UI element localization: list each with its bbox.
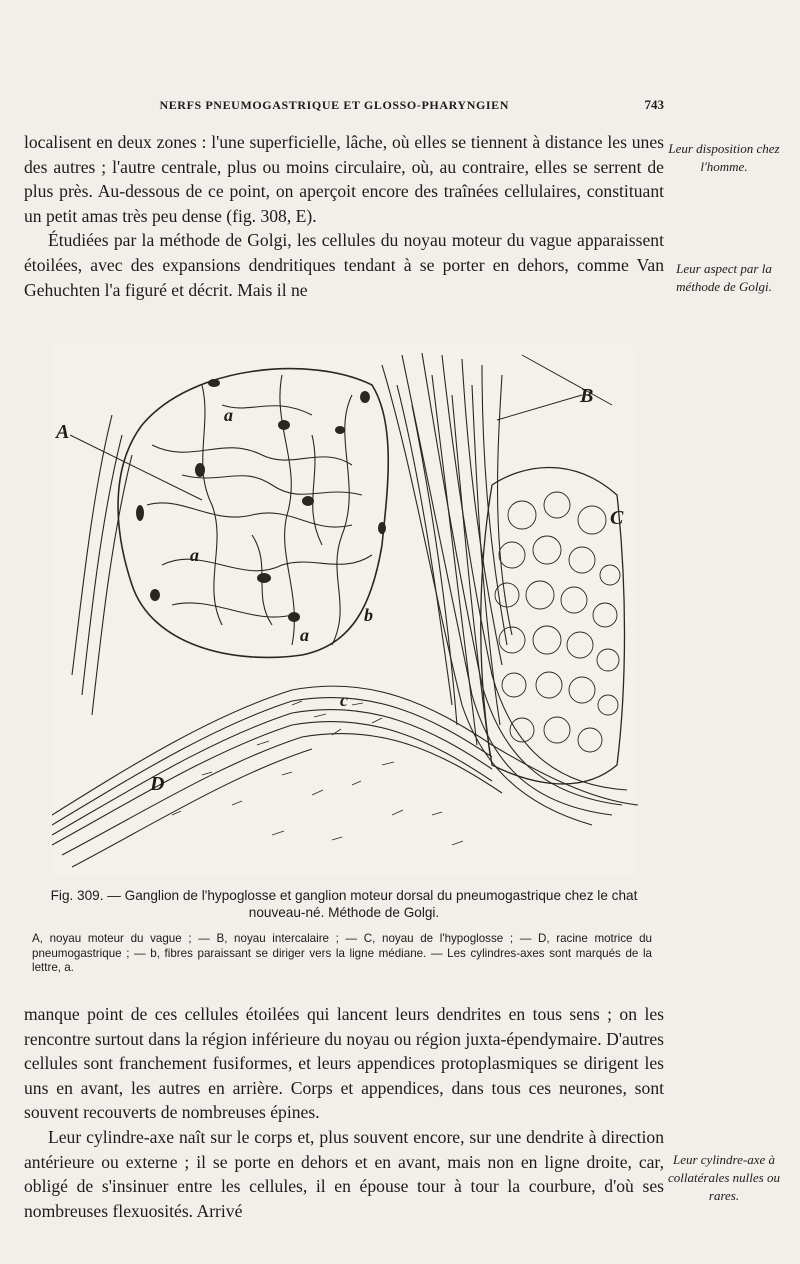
figure-label-a: a [224,405,233,425]
figure-label-B: B [580,385,594,407]
figure-label-a: a [300,625,309,645]
paragraph: manque point de ces cellules étoilées qui lancent leurs dendrites en tous sens ; on les rencontre surtout dans la région inférieure du noyau ou région juxta-épendymaire. D'autres cellules sont franchement fusiformes, et leurs appendices protoplasmiques se dirigent les uns en avant, les autres en arrière. Corps et appendices, dans tous ces neurones, sont souvent recouverts de nombreuses épines. [24,1004,664,1123]
golgi-drawing [52,345,638,877]
figure-label-b: b [364,605,373,625]
paragraph: localisent en deux zones : l'une superficielle, lâche, où elles se tiennent à distance les unes des autres ; l'autre centrale, plus ou moins circulaire, où, au contraire, elles se serrent de plus près. Au-dessous de ce point, on aperçoit encore des traînées cellulaires, constituant un petit amas très peu dense (fig. 308, E). [24,132,664,226]
body-text-bottom [24,1002,664,1223]
paragraph: Leur cylindre-axe naît sur le corps et, plus souvent encore, sur une dendrite à direction antérieure ou externe ; il se porte en dehors et en avant, mais non en ligne droite, car, obligé de s'insinuer entre les cellules, il en épouse tour à tour la courbure, d'où ses nombreuses flexuosités. Arrivé [24,1126,664,1221]
figure-label-c: c [340,690,348,710]
figure-caption: Fig. 309. — Ganglion de l'hypoglosse et ganglion moteur dorsal du pneumogastrique chez le chat nouveau-né. Méthode de Golgi. [50,888,638,920]
running-head-title: NERFS PNEUMOGASTRIQUE ET GLOSSO-PHARYNGIEN [159,98,510,112]
figure-illustration [52,345,638,877]
margin-note: Leur aspect par la méthode de Golgi. [676,261,772,294]
paragraph: Étudiées par la méthode de Golgi, les cellules du noyau moteur du vague apparaissent étoilées, avec des expansions dendritiques tendant à se porter en dehors, comme Van Gehuchten l'a figuré et décrit. Mais il ne [24,230,664,300]
figure-legend: A, noyau moteur du vague ; — B, noyau intercalaire ; — C, noyau de l'hypoglosse ; — D, racine motrice du pneumogastrique ; — b, fibres paraissant se diriger vers la ligne médiane. — Les cylindres-axes sont marqués de la lettre, a. [32,932,652,974]
figure-label-a: a [190,545,199,565]
figure-label-D: D [150,773,165,795]
body-text-top [24,130,664,302]
figure-label-C: C [610,507,624,529]
margin-note: Leur cylindre-axe à collatérales nulles ou rares. [668,1152,780,1203]
page-number: 743 [644,97,664,112]
margin-note: Leur disposition chez l'homme. [668,141,780,174]
figure-label-A: A [56,421,70,443]
running-head [24,97,664,113]
